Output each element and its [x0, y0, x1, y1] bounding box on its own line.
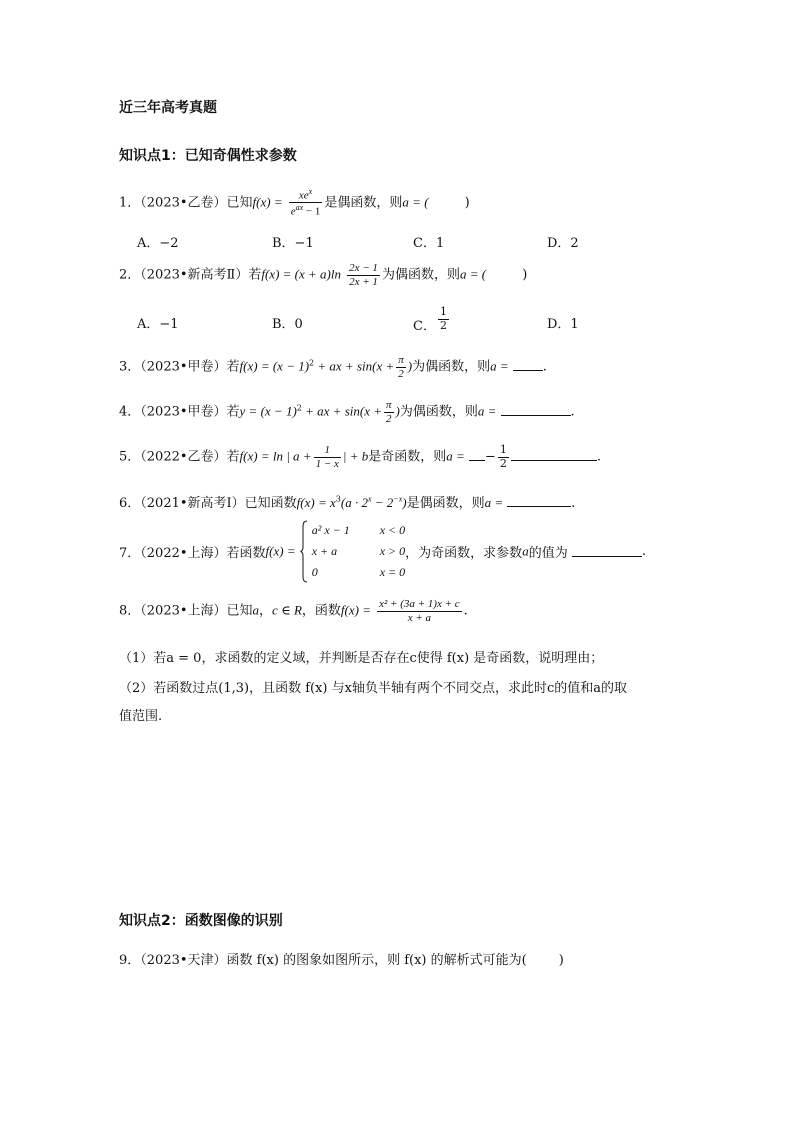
q4-num: π	[385, 399, 392, 411]
question-8	[119, 598, 468, 624]
section-heading-2: 知识点2：函数图像的识别	[119, 913, 283, 929]
q8-num: x² + (3a + 1)x + c	[379, 598, 460, 610]
q5-prefix: 5．（2022•乙卷）若	[119, 449, 240, 465]
q6-expr2: (a · 2	[340, 495, 368, 510]
q7-prefix: 7．（2022•上海）若函数	[119, 546, 266, 561]
q8-a: a	[252, 602, 260, 618]
q8-prefix: 8．（2023•上海）已知	[119, 603, 253, 619]
q2-option-c-fraction	[438, 306, 449, 332]
q6-end: .	[571, 496, 576, 511]
q1-option-c: C．1	[413, 236, 445, 251]
q5-num: 1	[314, 444, 341, 458]
q7-piece-row-1	[312, 520, 405, 541]
q3-expr2: + ax + sin(x +	[314, 358, 395, 374]
q3-sup: 2	[309, 358, 315, 368]
q2-option-b: B．0	[272, 317, 303, 332]
q8-c-in-r: c ∈ R	[272, 602, 302, 618]
q7-row1-cond: x < 0	[379, 523, 406, 537]
q2-optc-den: 2	[439, 318, 447, 332]
q3-answer-blank[interactable]	[513, 360, 543, 371]
q9-text: 9．（2023•天津）函数 f(x) 的图象如图所示，则 f(x) 的解析式可能为(	[119, 953, 527, 968]
q1-den-sup: ax	[295, 203, 304, 213]
section-heading-1: 知识点1：已知奇偶性求参数	[119, 148, 297, 164]
q3-expr: f(x) = (x − 1)	[239, 358, 310, 374]
q2-prefix: 2．（2023•新高考Ⅱ）若	[119, 267, 262, 283]
q5-mid: −	[484, 449, 496, 465]
q2-option-c-label: C．	[413, 318, 436, 334]
q2-option-d: D．1	[547, 317, 579, 332]
q5-expr2: | + b	[342, 448, 369, 464]
q6-expr4: )	[402, 495, 407, 510]
q7-a: a	[522, 543, 529, 559]
q1-option-b: B．−1	[272, 236, 314, 251]
q5-fraction2	[498, 444, 509, 470]
q7-row2-cond: x > 0	[379, 544, 406, 558]
q1-option-a: A．−2	[137, 236, 179, 251]
q5-den2: 2	[499, 456, 507, 470]
q5-end: .	[596, 449, 601, 465]
q8-den: x + a	[407, 611, 432, 624]
q7-row3-expr: 0	[311, 565, 318, 579]
q2-fx: f(x) = (x + a)ln	[261, 266, 341, 282]
q6-sup3: −x	[393, 494, 403, 504]
q2-option-c	[413, 306, 451, 332]
q6-a-eq: a =	[484, 495, 504, 510]
q3-end: .	[542, 359, 547, 375]
q3-num: π	[398, 354, 404, 366]
q2-option-a: A．−1	[137, 317, 179, 332]
q6-prefix: 6．（2021•新高考Ⅰ）已知函数	[119, 496, 297, 511]
q1-num-sup: x	[308, 187, 313, 196]
q7-answer-blank[interactable]	[572, 546, 642, 557]
q4-expr2: + ax + sin(x +	[301, 403, 382, 419]
q1-prefix: 1．（2023•乙卷）已知	[119, 195, 253, 211]
q8-part-2-line-1: （2）若函数过点(1,3)，且函数 f(x) 与x轴负半轴有两个不同交点，求此时c的值和a的取	[119, 681, 628, 696]
q5-fraction	[314, 444, 341, 470]
q5-den: 1 − x	[315, 457, 339, 470]
q6-answer-blank[interactable]	[507, 496, 571, 507]
q4-answer-blank[interactable]	[501, 405, 571, 416]
q4-a-eq: a =	[477, 403, 497, 419]
q4-prefix: 4．（2023•甲卷）若	[119, 404, 240, 420]
q3-fraction	[396, 354, 406, 380]
q3-expr3: )	[407, 358, 413, 374]
q7-row3-cond: x = 0	[379, 565, 406, 579]
question-2	[119, 262, 527, 288]
question-1	[119, 187, 470, 219]
q5-num2: 1	[499, 443, 507, 456]
q2-optc-num: 1	[439, 305, 447, 318]
q2-fraction	[347, 262, 380, 288]
q1-fx: f(x) =	[252, 194, 283, 210]
q6-sup2: x	[367, 494, 372, 504]
question-9	[119, 949, 564, 968]
q1-post: 是偶函数，则	[324, 195, 403, 211]
q7-end: .	[641, 544, 646, 559]
q2-a-eq: a = (	[459, 266, 487, 282]
q4-fraction	[384, 399, 394, 425]
q3-den: 2	[398, 367, 404, 380]
q8-end: .	[463, 603, 468, 619]
page-title: 近三年高考真题	[119, 100, 217, 116]
q1-a-eq: a = (	[402, 194, 429, 210]
q7-row1-expr: a² x − 1	[311, 523, 350, 537]
q6-post: 是偶函数，则	[406, 496, 485, 511]
q5-answer-blank-a[interactable]	[469, 450, 485, 461]
q7-post2: 的值为	[528, 546, 568, 561]
q4-expr: y = (x − 1)	[239, 403, 297, 419]
q5-post: 是奇函数，则	[368, 449, 447, 465]
q8-fx: f(x) =	[340, 602, 371, 618]
q6-expr3: − 2	[371, 495, 394, 510]
q4-expr3: )	[395, 403, 400, 419]
question-3	[119, 354, 547, 380]
q8-fraction	[377, 598, 462, 624]
q4-post: 为偶函数，则	[399, 404, 478, 420]
question-4	[119, 399, 575, 425]
q2-denominator: 2x + 1	[349, 275, 378, 288]
q7-piecewise	[300, 520, 405, 583]
q5-expr: f(x) = ln | a +	[239, 448, 312, 464]
q3-prefix: 3．（2023•甲卷）若	[119, 359, 240, 375]
q4-den: 2	[385, 412, 392, 425]
q7-row2-expr: x + a	[311, 544, 338, 558]
q1-close: )	[464, 195, 470, 211]
q4-end: .	[570, 404, 575, 420]
q2-post: 为偶函数，则	[381, 267, 460, 283]
q8-part-1: （1）若a = 0，求函数的定义域，并判断是否存在c使得 f(x) 是奇函数，说明理由；	[119, 651, 604, 666]
question-7	[119, 520, 646, 583]
q1-fraction	[289, 187, 323, 219]
question-6	[119, 492, 575, 511]
question-5	[119, 444, 601, 470]
q1-numerator: xe	[298, 189, 309, 202]
q2-numerator: 2x − 1	[349, 262, 378, 274]
q6-expr: f(x) = x	[296, 495, 336, 510]
q8-mid: ，函数	[301, 603, 341, 619]
q9-close: )	[558, 953, 564, 968]
q1-denominator: e	[290, 205, 296, 218]
q5-a-eq: a =	[446, 448, 465, 464]
q7-piece-row-3	[312, 562, 405, 583]
q3-post: 为偶函数，则	[412, 359, 491, 375]
q3-a-eq: a =	[490, 358, 509, 374]
q4-sup: 2	[296, 403, 302, 413]
q7-fx: f(x) =	[265, 543, 296, 559]
q1-den-tail: − 1	[303, 205, 321, 218]
q7-piece-row-2	[312, 541, 405, 562]
q8-part-2-line-2: 值范围.	[119, 709, 163, 724]
q2-close: )	[522, 267, 528, 283]
brace-icon	[300, 520, 308, 583]
q8-comma: ，	[259, 603, 273, 619]
q6-sup: 3	[335, 494, 341, 504]
q1-option-d: D．2	[547, 236, 579, 251]
q5-answer-blank-b[interactable]	[511, 450, 597, 461]
q7-post: ，为奇函数，求参数	[405, 546, 523, 561]
